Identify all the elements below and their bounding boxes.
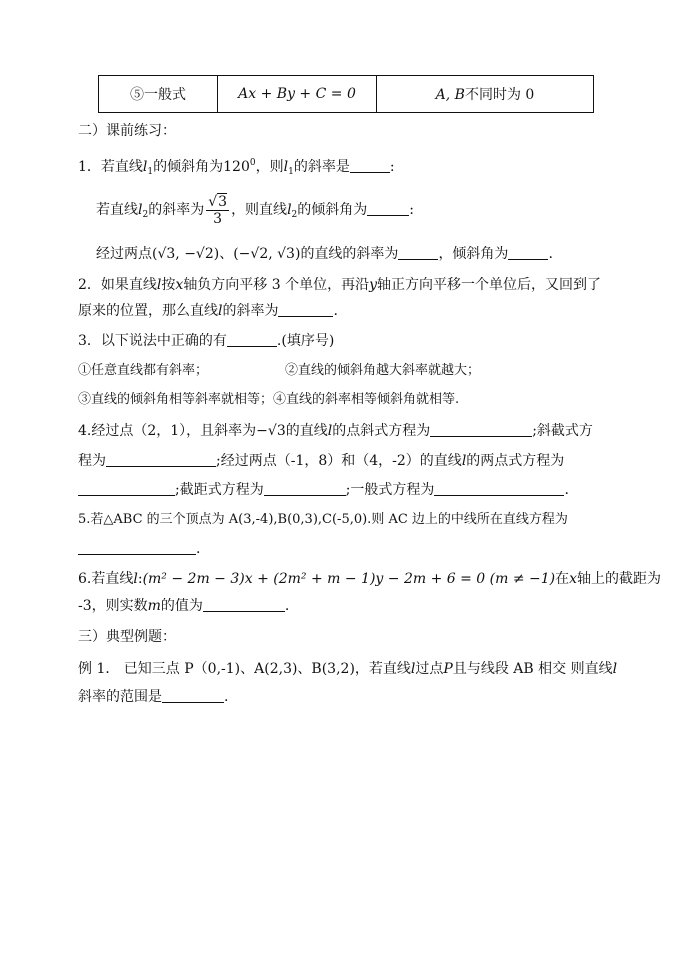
ex1-line-1: 例 1． 已知三点 P（0,-1)、A(2,3)、B(3,2)，若直线l过点P且与线段 AB 相交 则直线l	[78, 661, 618, 677]
answer-blank	[367, 202, 409, 216]
section-practice-heading: 二）课前练习：	[78, 123, 176, 139]
q3-option-3-4: ③直线的倾斜角相等斜率就相等；④直线的斜率相等倾斜角就相等.	[78, 392, 460, 407]
answer-blank	[434, 482, 564, 496]
q4-line-2: 程为 ;经过两点（-1，8）和（4，-2）的直线l的两点式方程为	[78, 453, 565, 469]
q5-line-1: 5.若△ABC 的三个顶点为 A(3,-4),B(0,3),C(-5,0).则 AC 边上的中线所在直线方程为	[78, 512, 568, 527]
answer-blank	[350, 159, 390, 173]
q3-option-1: ①任意直线都有斜率；	[78, 363, 209, 378]
answer-blank	[106, 453, 216, 467]
q6-line-1: 6.若直线l:(m² − 2m − 3)x + (2m² + m − 1)y − 2m + 6 = 0 (m ≠ −1)在x轴上的截距为	[78, 571, 662, 587]
table-cell-form-name: ⑤一般式	[99, 76, 218, 113]
answer-blank	[508, 246, 548, 260]
table-row	[99, 76, 594, 113]
answer-blank	[264, 482, 346, 496]
q1-line-c: 经过两点(√3, −√2)、(−√2, √3)的直线的斜率为 ，倾斜角为 .	[96, 246, 553, 262]
section-examples-heading: 三）典型例题：	[78, 629, 176, 645]
formula-table	[98, 75, 594, 113]
table-cell-condition: A, B不同时为 0	[377, 76, 594, 113]
answer-blank	[78, 541, 196, 555]
q2-line-2: 原来的位置，那么直线l的斜率为 .	[78, 303, 338, 319]
answer-blank	[398, 246, 438, 260]
answer-blank	[162, 689, 224, 703]
q5-line-2: .	[78, 540, 200, 558]
q2-line-1: 2．如果直线l按x轴负方向平移 3 个单位，再沿y轴正方向平移一个单位后，又回到了	[78, 277, 602, 293]
q1-line-b: 若直线$l_2$的斜率为 $\frac{√3}{3}$ ，则直线$l_2$的倾斜角为 :	[96, 193, 414, 227]
answer-blank	[278, 303, 333, 317]
q6-line-2: -3，则实数m的值为 .	[78, 598, 290, 614]
q4-line-3: ;截距式方程为 ;一般式方程为 .	[78, 481, 569, 499]
answer-blank	[227, 333, 277, 347]
ex1-line-2: 斜率的范围是 .	[78, 689, 229, 705]
q1-line-a: 1．若直线$l_1$的倾斜角为$120^0$，则$l_1$的斜率是 :	[78, 158, 395, 177]
q6-equation: (m² − 2m − 3)x + (2m² + m − 1)y − 2m + 6 = 0 (m ≠ −1)	[142, 571, 556, 587]
q3-stem: 3．以下说法中正确的有 .(填序号)	[78, 333, 335, 349]
answer-blank	[78, 482, 175, 496]
table-cell-equation: Ax + By + C = 0	[218, 76, 377, 113]
q4-line-1: 4.经过点（2，1），且斜率为−√3的直线l的点斜式方程为 ;斜截式方	[78, 423, 593, 439]
fraction-sqrt3-over-3: $\frac{√3}{3}$	[208, 193, 228, 227]
answer-blank	[203, 598, 285, 612]
q3-option-2: ②直线的倾斜角越大斜率就越大；	[285, 363, 481, 378]
answer-blank	[430, 423, 532, 437]
